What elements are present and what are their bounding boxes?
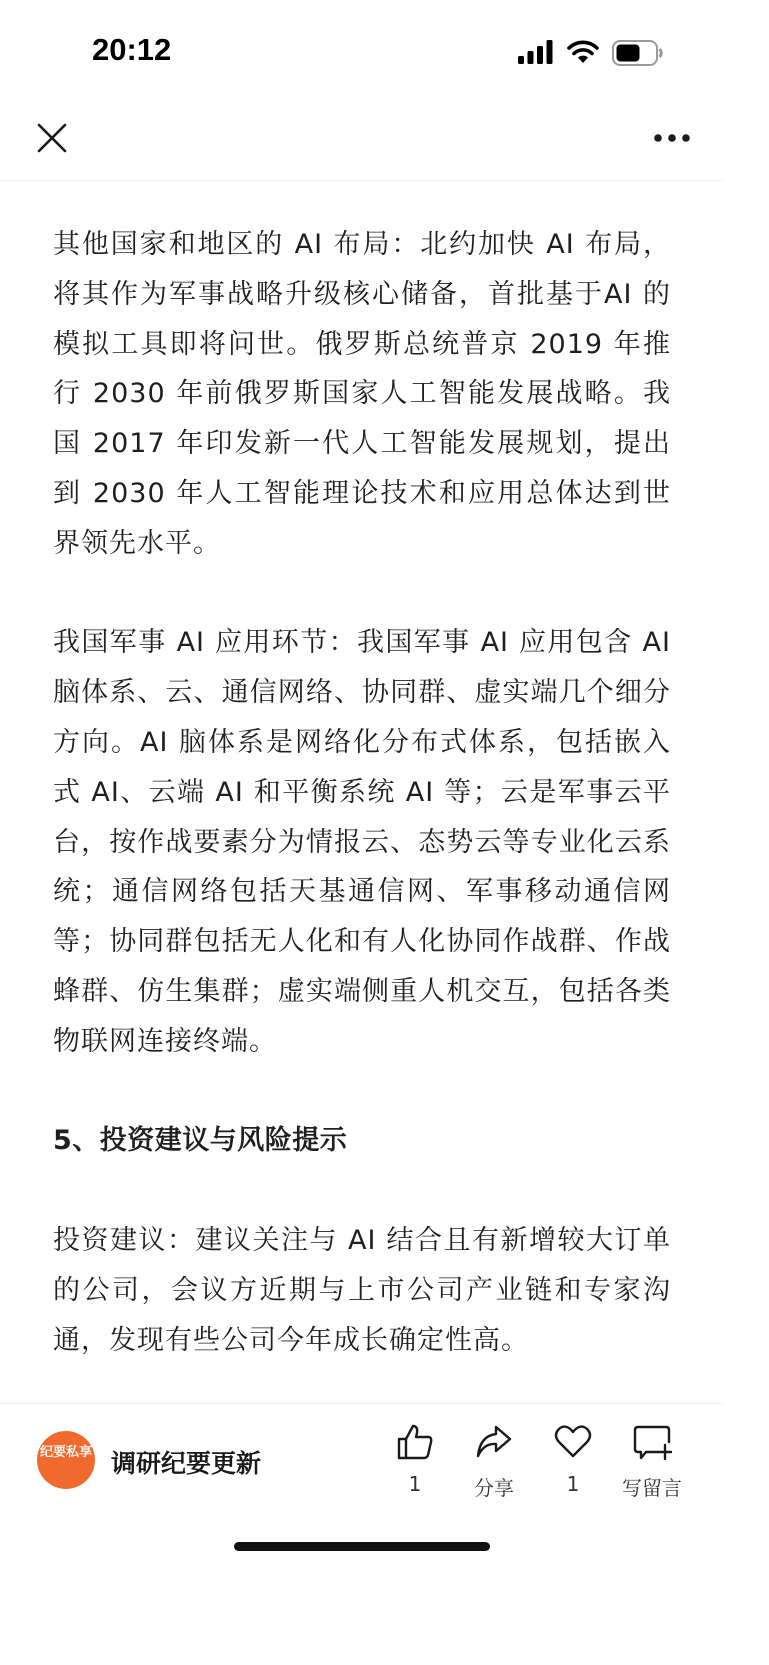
- like-button[interactable]: [375, 1422, 455, 1496]
- section-heading: 5、投资建议与风险提示: [53, 1125, 348, 1157]
- article-paragraph: 我国军事 AI 应用环节：我国军事 AI 应用包含 AI 脑体系、云、通信网络、协同群、虚实端几个细分方向。AI 脑体系是网络化分布式体系，包括嵌入式 AI、云端 AI 和平衡系统 AI 等；云是军事云平台，按作战要素分为情报云、态势云等专业化云系统；通信网络包括天基通信网、军事移动通信网等；协同群包括无人化和有人化协同作战群、作战蜂群、仿生集群；虚实端侧重人机交互，包括各类物联网连接终端。: [53, 627, 671, 1057]
- status-bar: [0, 0, 723, 100]
- account-name[interactable]: 调研纪要更新: [111, 1449, 262, 1478]
- status-time: 20:12: [92, 32, 172, 67]
- nav-bar: [0, 100, 723, 181]
- article-paragraph: 其他国家和地区的 AI 布局：北约加快 AI 布局，将其作为军事战略升级核心储备，首批基于AI 的模拟工具即将问世。俄罗斯总统普京 2019 年推行 2030 年前俄罗斯国家人工智能发展战略。我国 2017 年印发新一代人工智能发展规划，提出到 2030 年人工智能理论技术和应用总体达到世界领先水平。: [53, 229, 671, 559]
- article-body: [53, 220, 671, 1415]
- battery-icon: [612, 40, 664, 66]
- favorite-button[interactable]: [533, 1422, 613, 1496]
- more-icon[interactable]: [652, 132, 692, 144]
- account-avatar[interactable]: 纪要私享: [37, 1431, 95, 1489]
- share-icon: [474, 1422, 514, 1462]
- home-indicator[interactable]: [234, 1542, 490, 1551]
- wifi-icon: [566, 38, 600, 64]
- cellular-signal-icon: [518, 40, 554, 64]
- article-paragraph: 投资建议：建议关注与 AI 结合且有新增较大订单的公司，会议方近期与上市公司产业链和专家沟通，发现有些公司今年成长确定性高。: [53, 1224, 671, 1356]
- like-count: 1: [408, 1472, 422, 1496]
- write-comment-label: 写留言: [622, 1476, 682, 1500]
- share-button[interactable]: [454, 1422, 534, 1501]
- share-label: 分享: [474, 1476, 514, 1500]
- favorite-count: 1: [566, 1472, 580, 1496]
- comment-add-icon: [632, 1422, 672, 1462]
- write-comment-button[interactable]: [612, 1422, 692, 1501]
- close-icon[interactable]: [36, 120, 68, 156]
- heart-icon: [553, 1422, 593, 1462]
- thumbs-up-icon: [395, 1422, 435, 1462]
